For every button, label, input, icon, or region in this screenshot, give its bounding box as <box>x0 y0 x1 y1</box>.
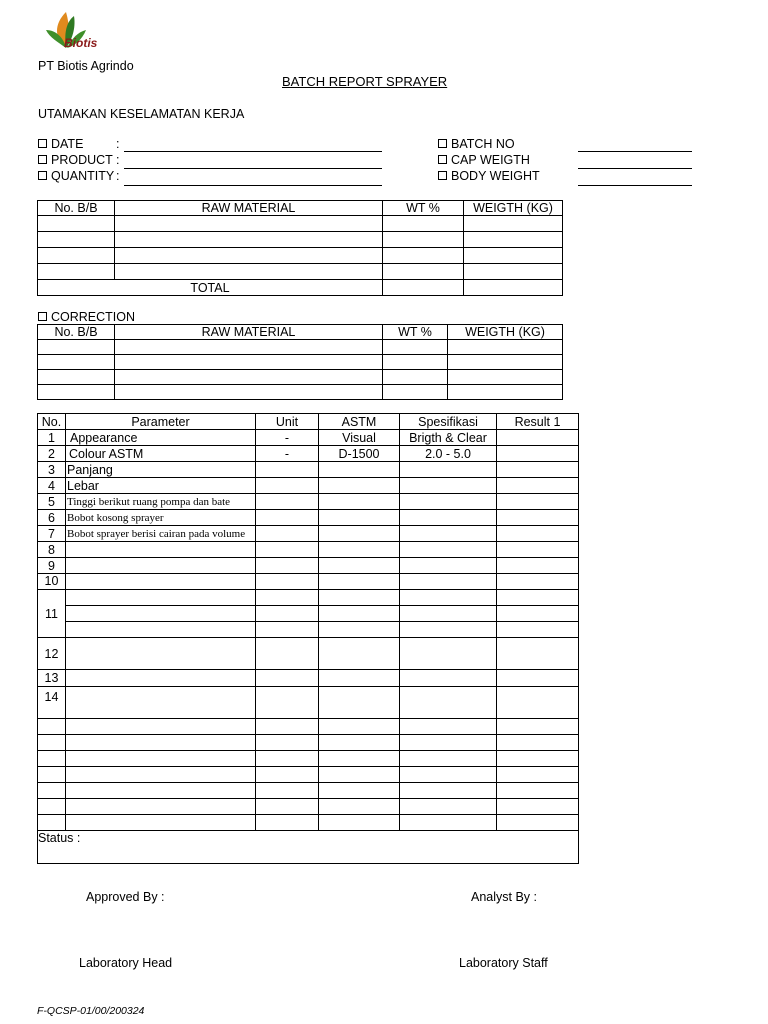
table-row: 2 Colour ASTM - D-1500 2.0 - 5.0 <box>38 446 579 462</box>
result-cell[interactable] <box>497 526 579 542</box>
table-row <box>38 355 563 370</box>
col-header-no-bb: No. B/B <box>38 325 115 340</box>
quantity-field-label: QUANTITY <box>38 169 114 183</box>
result-cell[interactable] <box>497 622 579 638</box>
result-cell[interactable] <box>497 494 579 510</box>
table-row <box>38 799 579 815</box>
product-input-line[interactable] <box>124 168 382 169</box>
checkbox-icon <box>38 312 47 321</box>
table-row <box>38 767 579 783</box>
correction-label: CORRECTION <box>38 310 135 324</box>
result-cell[interactable] <box>497 606 579 622</box>
table-row <box>38 622 579 638</box>
result-cell[interactable] <box>497 687 579 719</box>
col-header-raw-material: RAW MATERIAL <box>115 201 383 216</box>
batch-no-input-line[interactable] <box>578 151 692 152</box>
date-input-line[interactable] <box>124 151 382 152</box>
batch-no-label: BATCH NO <box>438 137 515 151</box>
result-cell[interactable] <box>497 799 579 815</box>
col-header-unit: Unit <box>256 414 319 430</box>
col-header-weight-kg: WEIGTH (KG) <box>448 325 563 340</box>
table-row: 10 <box>38 574 579 590</box>
result-cell[interactable] <box>497 590 579 606</box>
col-header-no: No. <box>38 414 66 430</box>
col-header-raw-material: RAW MATERIAL <box>115 325 383 340</box>
analyst-by-label: Analyst By : <box>471 890 537 904</box>
form-code: F-QCSP-01/00/200324 <box>37 1005 145 1017</box>
table-row: 9 <box>38 558 579 574</box>
table-row: 1 Appearance - Visual Brigth & Clear <box>38 430 579 446</box>
table-row <box>38 783 579 799</box>
table-row <box>38 606 579 622</box>
product-field-label: PRODUCT <box>38 153 113 167</box>
col-header-astm: ASTM <box>319 414 400 430</box>
table-row <box>38 232 563 248</box>
cap-weight-label: CAP WEIGTH <box>438 153 530 167</box>
result-cell[interactable] <box>497 670 579 687</box>
table-row: 12 <box>38 638 579 670</box>
date-field-label: DATE <box>38 137 83 151</box>
col-header-wt-percent: WT % <box>383 325 448 340</box>
table-row <box>38 248 563 264</box>
checkbox-icon <box>438 139 447 148</box>
checkbox-icon <box>438 171 447 180</box>
table-row: 11 <box>38 590 579 606</box>
result-cell[interactable] <box>497 719 579 735</box>
table-row <box>38 751 579 767</box>
table-row: 14 <box>38 687 579 719</box>
raw-material-table <box>37 200 563 296</box>
col-header-result-1: Result 1 <box>497 414 579 430</box>
lab-head-label: Laboratory Head <box>79 956 173 970</box>
table-row: 7 Bobot sprayer berisi cairan pada volume <box>38 526 579 542</box>
result-cell[interactable] <box>497 462 579 478</box>
table-row <box>38 815 579 831</box>
cap-weight-input-line[interactable] <box>578 168 692 169</box>
table-row <box>38 385 563 400</box>
checkbox-icon <box>38 139 47 148</box>
col-header-no-bb: No. B/B <box>38 201 115 216</box>
result-cell[interactable] <box>497 767 579 783</box>
result-cell[interactable] <box>497 638 579 670</box>
total-label: TOTAL <box>38 280 383 296</box>
product-colon: : <box>116 153 120 167</box>
quantity-colon: : <box>116 169 120 183</box>
table-row: 13 <box>38 670 579 687</box>
correction-table <box>37 324 563 400</box>
report-title: BATCH REPORT SPRAYER <box>282 74 448 89</box>
result-cell[interactable] <box>497 558 579 574</box>
col-header-wt-percent: WT % <box>383 201 464 216</box>
table-row: 6 Bobot kosong sprayer <box>38 510 579 526</box>
table-row: 4 Lebar <box>38 478 579 494</box>
total-row <box>38 280 563 296</box>
date-colon: : <box>116 137 120 151</box>
col-header-spesifikasi: Spesifikasi <box>400 414 497 430</box>
checkbox-icon <box>38 171 47 180</box>
result-cell[interactable] <box>497 478 579 494</box>
table-row <box>38 216 563 232</box>
checkbox-icon <box>38 155 47 164</box>
parameter-table <box>37 413 579 864</box>
table-row: 8 <box>38 542 579 558</box>
logo-wordmark: Biotis <box>64 36 98 50</box>
lab-staff-label: Laboratory Staff <box>459 956 548 970</box>
result-cell[interactable] <box>497 783 579 799</box>
result-cell[interactable] <box>497 446 579 462</box>
safety-note: UTAMAKAN KESELAMATAN KERJA <box>38 107 245 121</box>
result-cell[interactable] <box>497 542 579 558</box>
status-field[interactable]: Status : <box>38 831 579 864</box>
checkbox-icon <box>438 155 447 164</box>
body-weight-label: BODY WEIGHT <box>438 169 540 183</box>
col-header-parameter: Parameter <box>66 414 256 430</box>
result-cell[interactable] <box>497 510 579 526</box>
status-row <box>38 831 579 864</box>
result-cell[interactable] <box>497 430 579 446</box>
table-row <box>38 370 563 385</box>
table-row: 3 Panjang <box>38 462 579 478</box>
result-cell[interactable] <box>497 751 579 767</box>
company-name: PT Biotis Agrindo <box>38 59 134 73</box>
quantity-input-line[interactable] <box>124 185 382 186</box>
table-row: 5 Tinggi berikut ruang pompa dan bate <box>38 494 579 510</box>
body-weight-input-line[interactable] <box>578 185 692 186</box>
approved-by-label: Approved By : <box>86 890 165 904</box>
table-row <box>38 340 563 355</box>
table-row <box>38 719 579 735</box>
table-row <box>38 264 563 280</box>
result-cell[interactable] <box>497 735 579 751</box>
result-cell[interactable] <box>497 815 579 831</box>
table-row <box>38 735 579 751</box>
col-header-weight-kg: WEIGTH (KG) <box>464 201 563 216</box>
result-cell[interactable] <box>497 574 579 590</box>
